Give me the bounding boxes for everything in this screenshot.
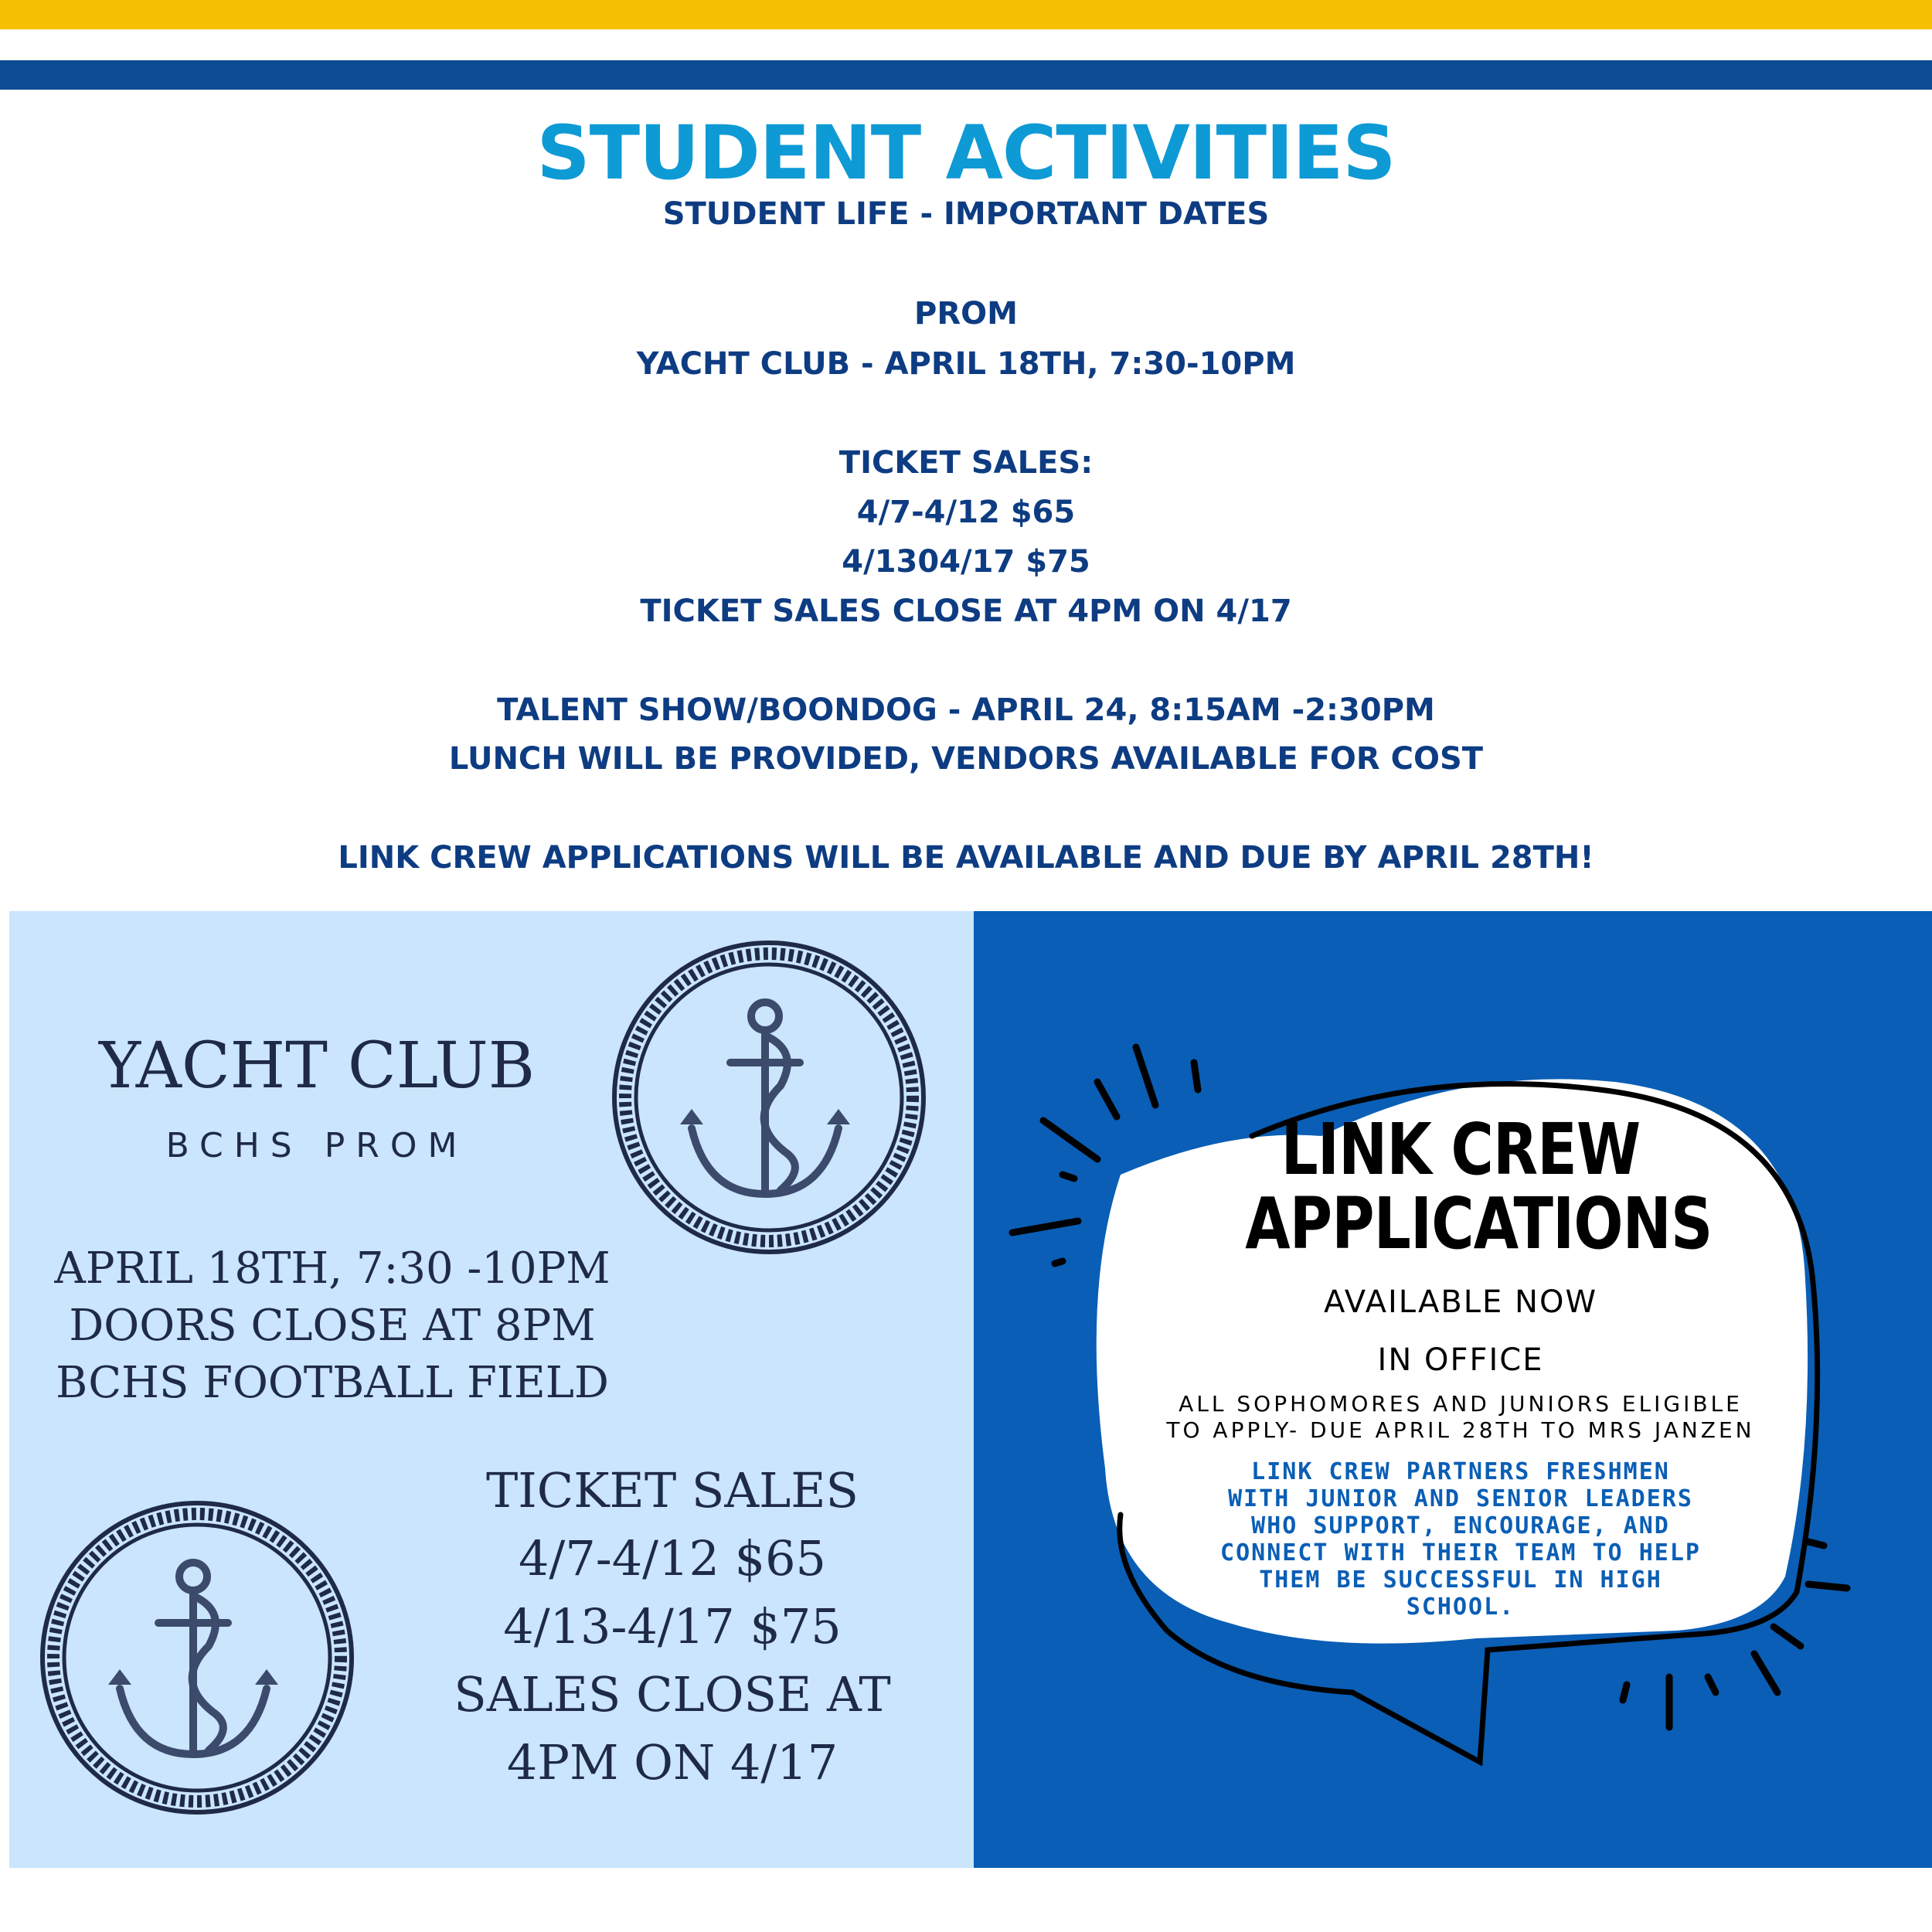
prom-event: YACHT CLUB - APRIL 18TH, 7:30-10PM (636, 346, 1296, 382)
prom-label: PROM (914, 296, 1018, 332)
description-line: SCHOOL. (1406, 1594, 1515, 1621)
talent-show: TALENT SHOW/BOONDOG - APRIL 24, 8:15AM -2:30PM (497, 692, 1435, 728)
prom-detail-line: BCHS FOOTBALL FIELD (56, 1358, 609, 1408)
prom-ticket-line: SALES CLOSE AT (454, 1666, 891, 1723)
description-line: THEM BE SUCCESSFUL IN HIGH (1259, 1566, 1662, 1594)
prom-ticket-line: 4/13-4/17 $75 (503, 1598, 842, 1655)
description-line: LINK CREW PARTNERS FRESHMEN (1251, 1458, 1670, 1485)
eligibility-line: TO APPLY- DUE APRIL 28TH TO MRS JANZEN (1166, 1417, 1755, 1443)
eligibility-line: ALL SOPHOMORES AND JUNIORS ELIGIBLE (1179, 1391, 1743, 1417)
prom-ticket-line: 4PM ON 4/17 (506, 1734, 838, 1791)
prom-ticket-line: TICKET SALES (485, 1462, 859, 1519)
ticket-line-1: 4/7-4/12 $65 (856, 495, 1076, 530)
eligibility-text (1105, 1391, 1816, 1444)
ticket-close: TICKET SALES CLOSE AT 4PM ON 4/17 (640, 594, 1292, 629)
prom-detail-line: DOORS CLOSE AT 8PM (69, 1301, 596, 1351)
anchor-icon (35, 1495, 359, 1820)
description-line: WITH JUNIOR AND SENIOR LEADERS (1228, 1485, 1693, 1512)
link-crew-title-line: LINK CREW (1281, 1108, 1641, 1191)
page-subtitle: STUDENT LIFE - IMPORTANT DATES (662, 196, 1270, 232)
link-crew-note: LINK CREW APPLICATIONS WILL BE AVAILABLE AND DUE BY APRIL 28TH! (338, 840, 1594, 876)
prom-details (31, 1240, 634, 1412)
yacht-club-title: YACHT CLUB (98, 1029, 536, 1103)
prom-ticket-line: 4/7-4/12 $65 (518, 1530, 826, 1587)
description-line: CONNECT WITH THEIR TEAM TO HELP (1220, 1539, 1701, 1566)
page-title: STUDENT ACTIVITIES (536, 110, 1396, 196)
ticket-sales-label: TICKET SALES: (838, 445, 1094, 481)
link-crew-title (1245, 1108, 1713, 1265)
prom-detail-line: APRIL 18TH, 7:30 -10PM (54, 1243, 611, 1294)
gold-stripe (0, 0, 1932, 29)
ticket-line-2: 4/1304/17 $75 (842, 544, 1090, 580)
blue-stripe (0, 60, 1932, 90)
anchor-icon (607, 935, 931, 1260)
description-line: WHO SUPPORT, ENCOURAGE, AND (1251, 1512, 1670, 1539)
link-crew-description (1206, 1458, 1716, 1621)
lunch-note: LUNCH WILL BE PROVIDED, VENDORS AVAILABLE FOR COST (448, 741, 1484, 777)
in-office: IN OFFICE (1377, 1342, 1544, 1378)
prom-ticket-info (417, 1457, 927, 1797)
link-crew-title-line: APPLICATIONS (1245, 1182, 1713, 1265)
available-now: AVAILABLE NOW (1323, 1284, 1597, 1320)
bchs-prom-subtitle: BCHS PROM (165, 1126, 468, 1165)
